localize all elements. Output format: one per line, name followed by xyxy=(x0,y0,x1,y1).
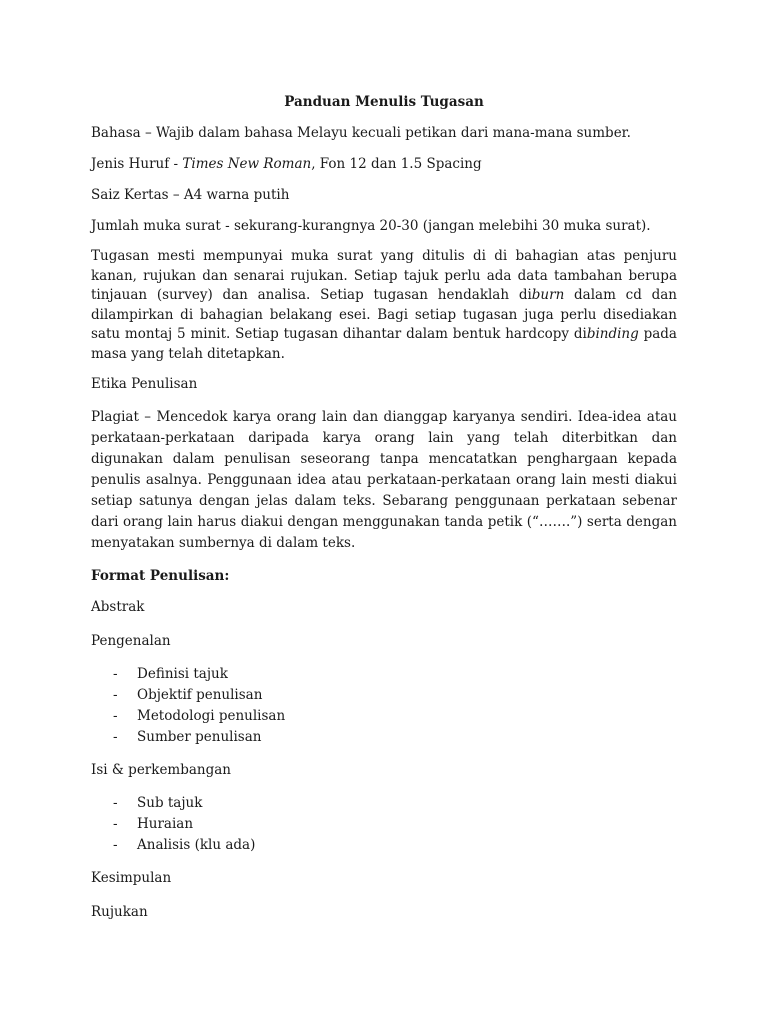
dash-marker: - xyxy=(113,666,118,682)
tugasan-text-a: Tugasan mesti mempunyai muka surat yang ditulis di di bahagian atas penjuru kanan, rujukan dan senarai rujukan. Setiap tajuk perlu ada data tambahan berupa tinjauan (survey) dan analisa. Setiap tugasan hendaklah di xyxy=(91,248,677,303)
font-name: Times New Roman xyxy=(182,156,312,172)
section-abstrak: Abstrak xyxy=(91,599,145,615)
jenis-huruf-label: Jenis Huruf - xyxy=(91,156,183,172)
list-item xyxy=(91,793,677,814)
dash-marker: - xyxy=(113,837,118,853)
saiz-kertas-line: Saiz Kertas – A4 warna putih xyxy=(91,187,290,203)
section-pengenalan: Pengenalan xyxy=(91,633,171,649)
bahasa-line: Bahasa – Wajib dalam bahasa Melayu kecuali petikan dari mana-mana sumber. xyxy=(91,125,631,141)
list-item xyxy=(91,664,677,685)
format-heading: Format Penulisan: xyxy=(91,568,230,584)
tugasan-text-c: dalam cd dan dilampirkan di bahagian belakang esei. Bagi setiap tugasan juga perlu disediakan satu montaj 5 minit. Setiap tugasan dihantar dalam bentuk hardcopy di xyxy=(91,287,677,342)
list-item xyxy=(91,814,677,835)
jumlah-muka-surat-line: Jumlah muka surat - sekurang-kurangnya 20-30 (jangan melebihi 30 muka surat). xyxy=(91,218,651,234)
list-item xyxy=(91,835,677,856)
document-title: Panduan Menulis Tugasan xyxy=(284,94,484,110)
section-rujukan: Rujukan xyxy=(91,904,148,920)
list-item-text: Objektif penulisan xyxy=(137,687,263,703)
plagiat-paragraph: Plagiat – Mencedok karya orang lain dan dianggap karyanya sendiri. Idea-idea atau perkataan-perkataan daripada karya orang lain yang telah diterbitkan dan digunakan dalam penulisan seseorang tanpa mencatatkan penghargaan kepada penulis asalnya. Penggunaan idea atau perkataan-perkataan orang lain mesti diakui setiap satunya dengan jelas dalam teks. Sebarang penggunaan perkataan sebenar dari orang lain harus diakui dengan menggunakan tanda petik (“…….”) serta dengan menyatakan sumbernya di dalam teks. xyxy=(91,409,677,551)
list-item xyxy=(91,706,677,727)
list-item-text: Sub tajuk xyxy=(137,795,203,811)
tugasan-paragraph xyxy=(91,247,677,364)
tugasan-text-e: pada masa yang telah ditetapkan. xyxy=(91,326,677,362)
list-item-text: Huraian xyxy=(137,816,194,832)
list-item-text: Metodologi penulisan xyxy=(137,708,286,724)
isi-list xyxy=(91,793,677,856)
dash-marker: - xyxy=(113,795,118,811)
dash-marker: - xyxy=(113,708,118,724)
tugasan-binding: binding xyxy=(586,326,639,342)
document-body xyxy=(91,92,677,933)
list-item-text: Analisis (klu ada) xyxy=(137,837,256,853)
section-kesimpulan: Kesimpulan xyxy=(91,870,172,886)
list-item xyxy=(91,727,677,748)
section-isi: Isi & perkembangan xyxy=(91,762,232,778)
tugasan-burn: burn xyxy=(531,287,565,303)
pengenalan-list xyxy=(91,664,677,748)
dash-marker: - xyxy=(113,816,118,832)
jenis-huruf-rest: , Fon 12 dan 1.5 Spacing xyxy=(311,156,482,172)
list-item-text: Definisi tajuk xyxy=(137,666,228,682)
jenis-huruf-line xyxy=(91,154,677,175)
list-item-text: Sumber penulisan xyxy=(137,729,262,745)
list-item xyxy=(91,685,677,706)
dash-marker: - xyxy=(113,729,118,745)
dash-marker: - xyxy=(113,687,118,703)
etika-heading: Etika Penulisan xyxy=(91,376,198,392)
